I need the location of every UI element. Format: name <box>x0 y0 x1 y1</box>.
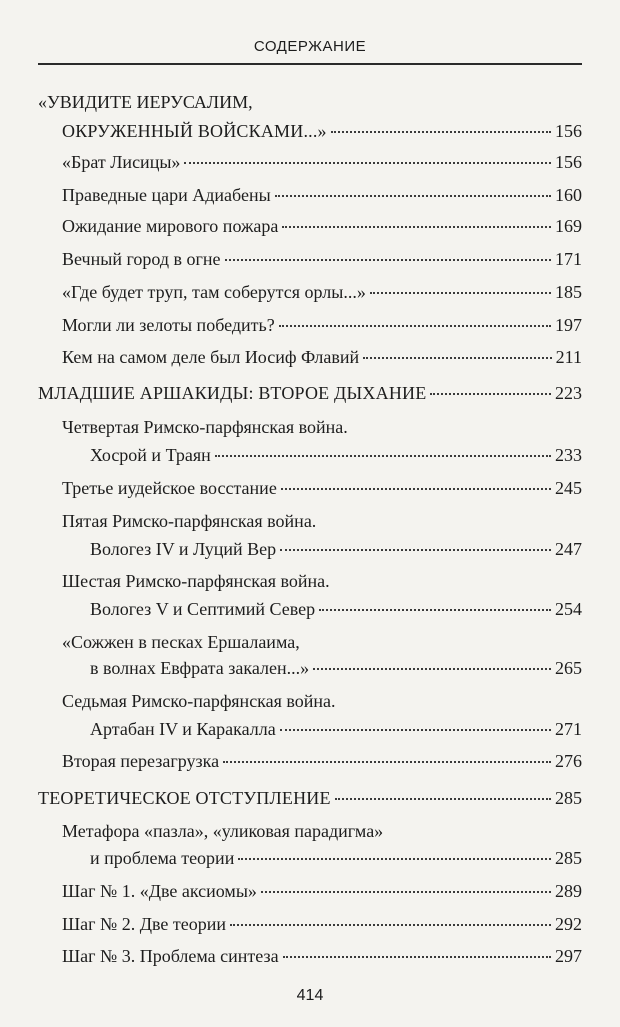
toc-entry-line: «Сожжен в песках Ершалаима, <box>62 632 300 652</box>
toc-title: и проблема теории <box>90 848 235 868</box>
leader-dots <box>223 761 551 763</box>
toc-page-number: 247 <box>555 539 582 559</box>
toc-entry <box>62 477 582 499</box>
toc-page-number: 245 <box>555 478 582 498</box>
toc-page-number: 169 <box>555 216 582 236</box>
toc-entry-line: Пятая Римско-парфянская война. <box>62 511 317 531</box>
toc-title: Праведные цари Адиабены <box>62 185 271 205</box>
leader-dots <box>430 393 551 395</box>
leader-dots <box>319 609 551 611</box>
toc-title: Вологез IV и Луций Вер <box>90 539 277 559</box>
toc-section-line: «УВИДИТЕ ИЕРУСАЛИМ, <box>38 92 253 112</box>
toc-entry <box>62 215 582 237</box>
toc-page-number: 297 <box>555 946 582 966</box>
toc-entry <box>62 880 582 902</box>
toc-page-number: 185 <box>555 282 582 302</box>
toc-page-number: 289 <box>555 881 582 901</box>
toc-entry-line: Седьмая Римско-парфянская война. <box>62 691 336 711</box>
toc-entry <box>62 184 582 206</box>
toc-title: Кем на самом деле был Иосиф Флавий <box>62 347 360 367</box>
toc-title: ОКРУЖЕННЫЙ ВОЙСКАМИ...» <box>62 121 327 141</box>
leader-dots <box>282 226 551 228</box>
toc-entry <box>90 657 582 679</box>
leader-dots <box>280 729 551 731</box>
toc-entry <box>62 248 582 270</box>
toc-title: Шаг № 3. Проблема синтеза <box>62 946 279 966</box>
toc-entry <box>90 538 582 560</box>
toc-entry <box>90 847 582 869</box>
toc-page-number: 223 <box>555 383 582 403</box>
leader-dots <box>335 798 551 800</box>
leader-dots <box>275 195 551 197</box>
toc-title: Могли ли зелоты победить? <box>62 315 275 335</box>
toc-entry <box>90 718 582 740</box>
toc-section <box>38 382 582 404</box>
page-number: 414 <box>296 987 324 1004</box>
toc-page-number: 285 <box>555 848 582 868</box>
toc-entry <box>62 314 582 336</box>
toc-page-number: 160 <box>555 185 582 205</box>
toc-page-number: 254 <box>555 599 582 619</box>
toc-entry-line: Четвертая Римско-парфянская война. <box>62 417 348 437</box>
toc-entry <box>62 945 582 967</box>
leader-dots <box>331 131 551 133</box>
toc-title: Ожидание мирового пожара <box>62 216 279 236</box>
toc-title: Хосрой и Траян <box>90 445 211 465</box>
toc-entry <box>90 444 582 466</box>
toc-entry <box>62 913 582 935</box>
toc-entry-line: Метафора «пазла», «уликовая парадигма» <box>62 821 384 841</box>
toc-section <box>62 120 582 142</box>
toc-page-number: 285 <box>555 788 582 808</box>
toc-title: Шаг № 1. «Две аксиомы» <box>62 881 257 901</box>
leader-dots <box>225 259 551 261</box>
toc-title: Вторая перезагрузка <box>62 751 220 771</box>
leader-dots <box>184 162 551 164</box>
leader-dots <box>230 924 551 926</box>
toc-entry <box>62 281 582 303</box>
running-header: СОДЕРЖАНИЕ <box>253 38 367 55</box>
toc-page-number: 197 <box>555 315 582 335</box>
toc-entry <box>90 598 582 620</box>
leader-dots <box>283 956 551 958</box>
leader-dots <box>280 549 551 551</box>
toc-entry <box>62 151 582 173</box>
toc-entry <box>62 346 582 368</box>
leader-dots <box>281 488 551 490</box>
toc-page-number: 292 <box>555 914 582 934</box>
toc-page-number: 156 <box>555 121 582 141</box>
leader-dots <box>238 858 551 860</box>
toc-title: «Брат Лисицы» <box>62 152 181 172</box>
toc-title: МЛАДШИЕ АРШАКИДЫ: ВТОРОЕ ДЫХАНИЕ <box>38 383 427 403</box>
toc-title: Артабан IV и Каракалла <box>90 719 276 739</box>
toc-title: в волнах Евфрата закален...» <box>90 658 310 678</box>
toc-title: ТЕОРЕТИЧЕСКОЕ ОТСТУПЛЕНИЕ <box>38 788 331 808</box>
toc-title: «Где будет труп, там соберутся орлы...» <box>62 282 366 302</box>
toc-page-number: 233 <box>555 445 582 465</box>
leader-dots <box>215 455 551 457</box>
toc-title: Вечный город в огне <box>62 249 221 269</box>
toc-entry <box>62 750 582 772</box>
toc-section <box>38 787 582 809</box>
toc-title: Шаг № 2. Две теории <box>62 914 226 934</box>
leader-dots <box>279 325 551 327</box>
toc-title: Вологез V и Септимий Север <box>90 599 316 619</box>
leader-dots <box>313 668 551 670</box>
toc-page-number: 276 <box>555 751 582 771</box>
toc-entry-line: Шестая Римско-парфянская война. <box>62 571 330 591</box>
toc-page-number: 265 <box>555 658 582 678</box>
toc-page-number: 156 <box>555 152 582 172</box>
leader-dots <box>363 357 552 359</box>
toc-page-number: 171 <box>555 249 582 269</box>
toc-page-number: 271 <box>555 719 582 739</box>
toc-page-number: 211 <box>555 347 582 367</box>
toc-title: Третье иудейское восстание <box>62 478 277 498</box>
leader-dots <box>261 891 551 893</box>
leader-dots <box>370 292 551 294</box>
